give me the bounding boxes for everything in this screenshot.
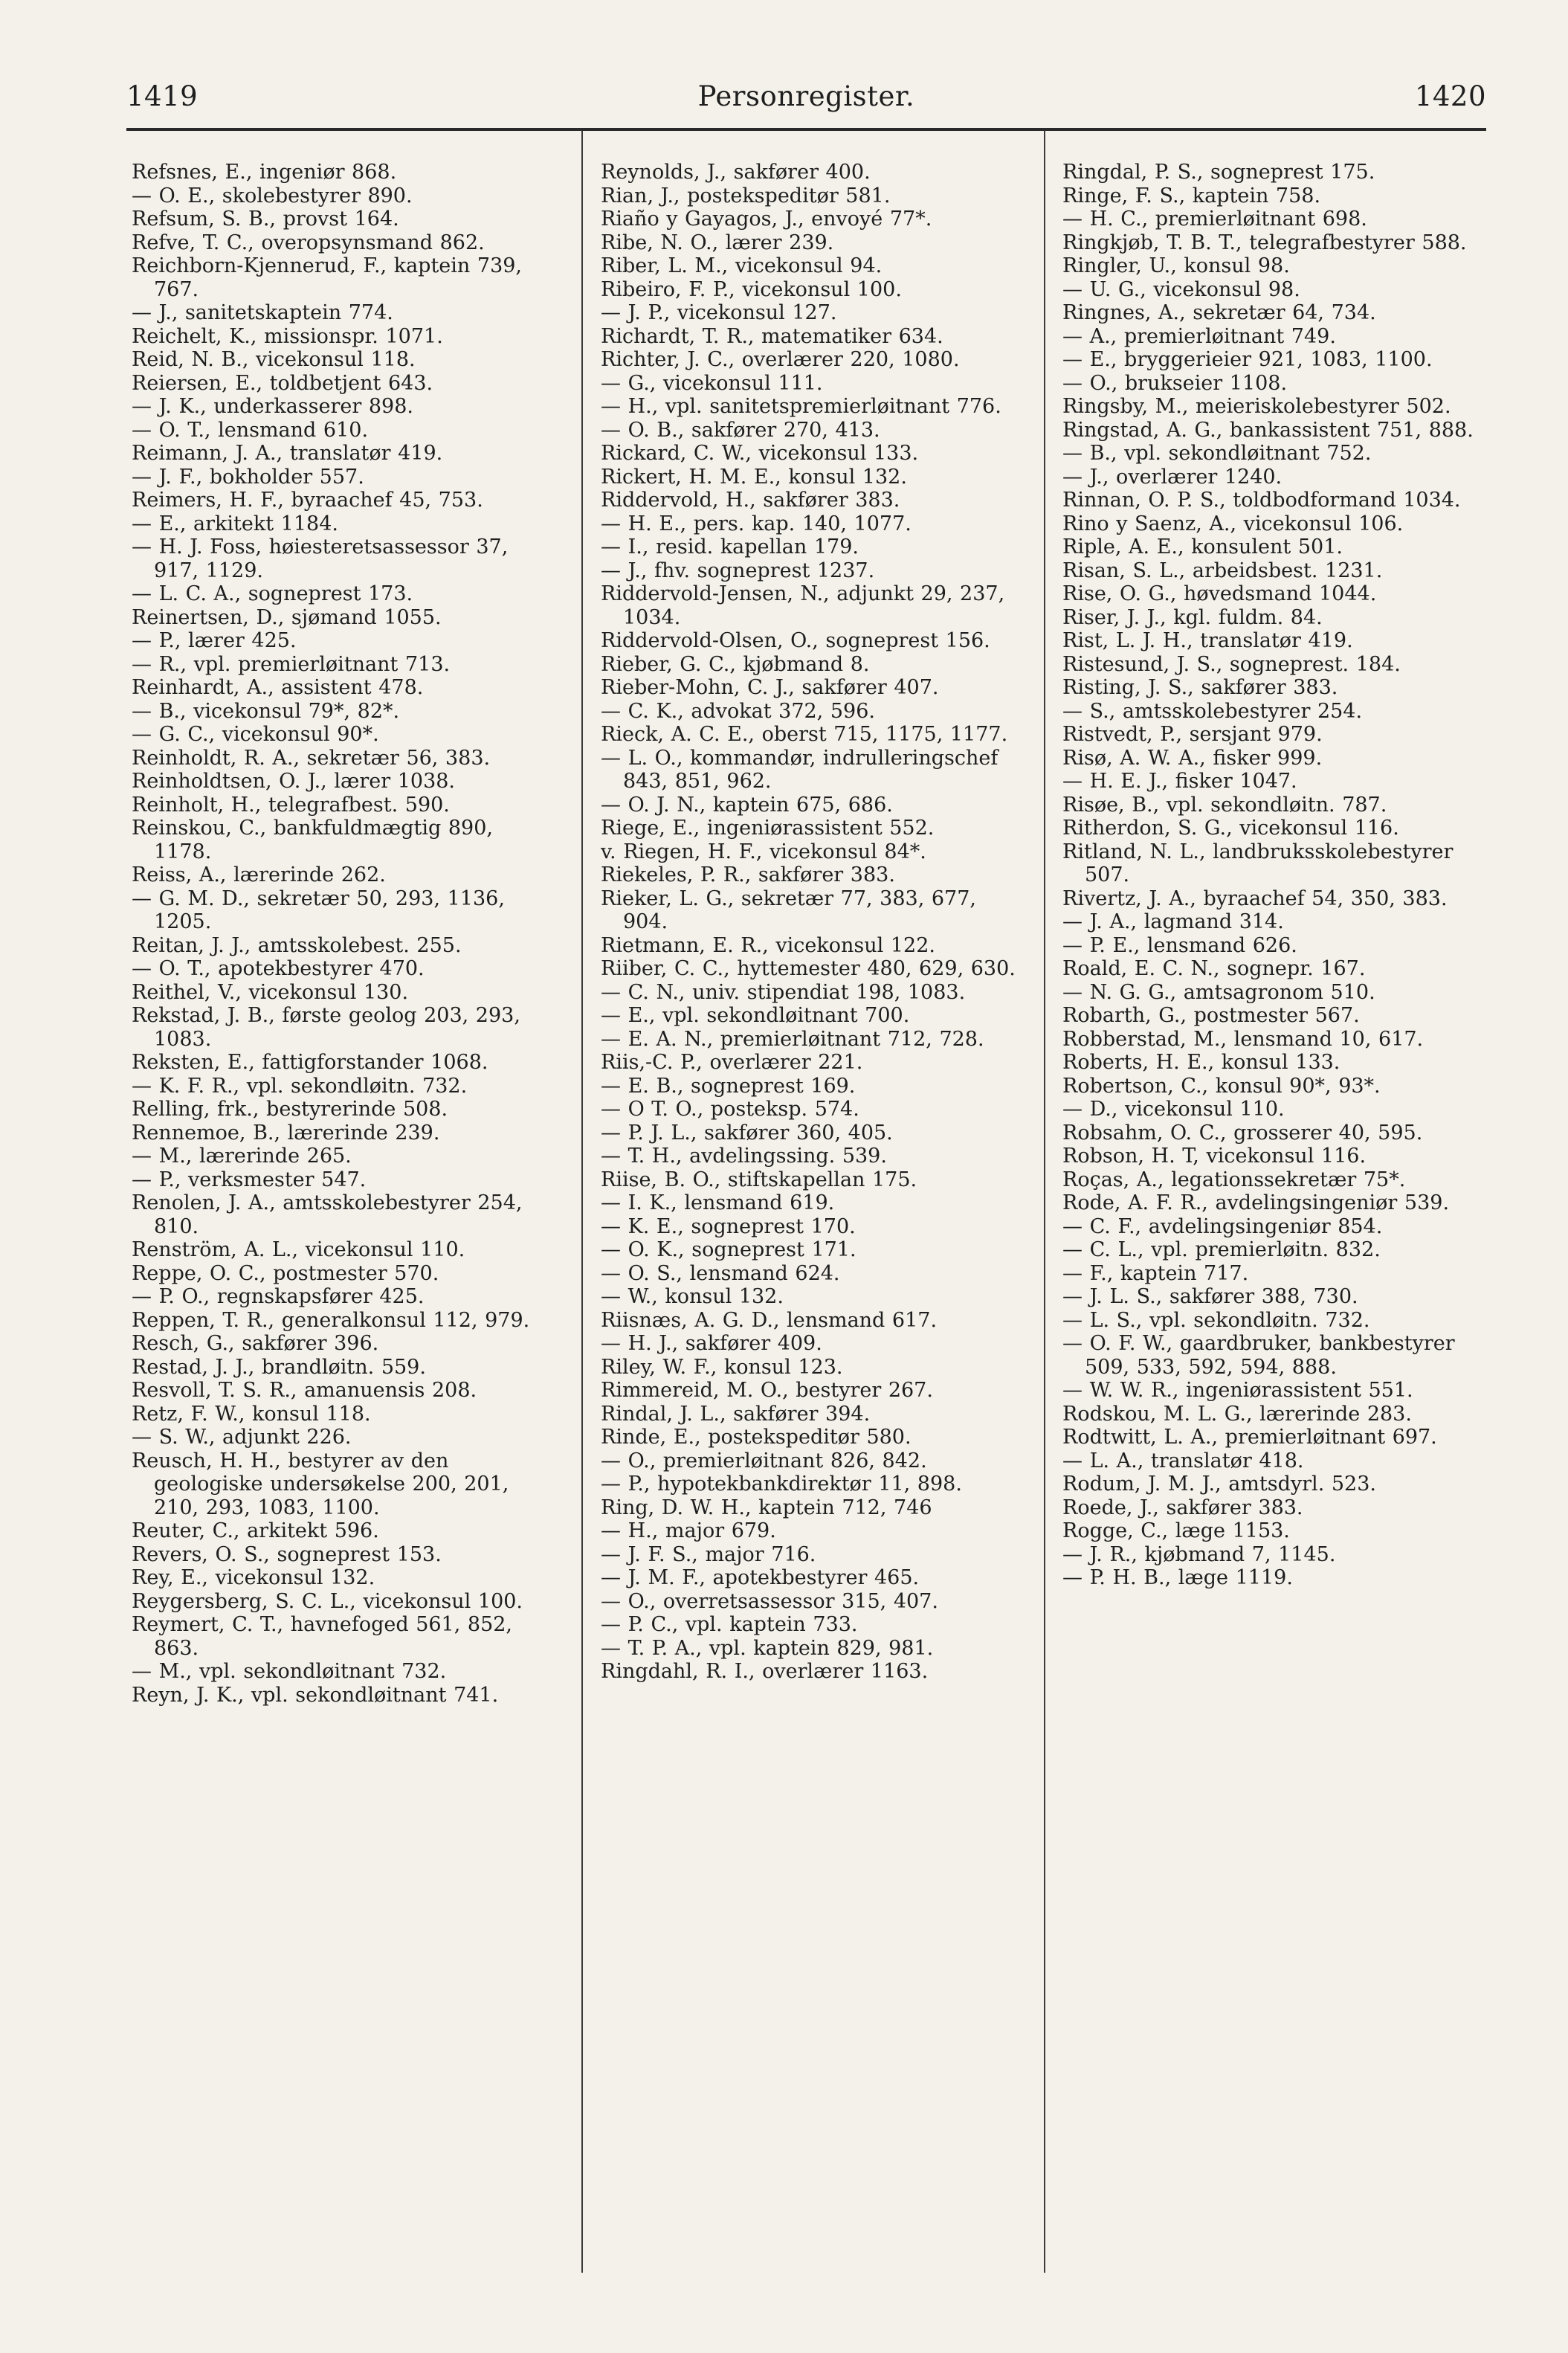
register-entry: Reichborn-Kjennerud, F., kaptein 739, 767. [132, 254, 523, 301]
page-header [126, 80, 1486, 125]
register-entry: Riddervold-Olsen, O., sogneprest 156. [601, 629, 990, 652]
register-entry: Riis,-C. P., overlærer 221. [601, 1051, 863, 1074]
register-entry: — U. G., vicekonsul 98. [1062, 277, 1300, 301]
register-entry: Rieker, L. G., sekretær 77, 383, 677, 904. [601, 886, 976, 933]
register-entry: — O T. O., posteksp. 574. [601, 1098, 859, 1121]
register-entry: — B., vpl. sekondløitnant 752. [1062, 442, 1372, 465]
register-entry: Ringler, U., konsul 98. [1062, 254, 1290, 277]
register-entry: Rodum, J. M. J., amtsdyrl. 523. [1062, 1472, 1376, 1496]
register-entry: Retz, F. W., konsul 118. [132, 1402, 371, 1426]
register-entry: — P. O., regnskapsfører 425. [132, 1285, 425, 1308]
register-entry: — O. K., sogneprest 171. [601, 1238, 856, 1261]
register-entry: — H. J., sakfører 409. [601, 1332, 822, 1355]
register-entry: Reinhardt, A., assistent 478. [132, 676, 424, 699]
register-entry: Robertson, C., konsul 90*, 93*. [1062, 1074, 1381, 1098]
register-entry: Riise, B. O., stiftskapellan 175. [601, 1168, 917, 1191]
register-entry: — J. F. S., major 716. [601, 1542, 816, 1566]
register-entry: Robsahm, O. C., grosserer 40, 595. [1062, 1121, 1423, 1145]
register-entry: — G. M. D., sekretær 50, 293, 1136, 1205. [132, 886, 505, 933]
register-entry: Ritland, N. L., landbruksskolebestyrer 507. [1062, 840, 1454, 886]
register-entry: Resch, G., sakfører 396. [132, 1332, 379, 1355]
register-entry: Reymert, C. T., havnefoged 561, 852, 863. [132, 1613, 513, 1660]
register-entry: Rey, E., vicekonsul 132. [132, 1566, 375, 1589]
register-entry: — C. N., univ. stipendiat 198, 1083. [601, 980, 966, 1004]
register-entry: Ringdal, P. S., sogneprest 175. [1062, 161, 1375, 184]
register-entry: Ringkjøb, T. B. T., telegrafbestyrer 588. [1062, 231, 1467, 254]
register-entry: Riber, L. M., vicekonsul 94. [601, 254, 883, 277]
register-entry: — L. O., kommandør, indrulleringschef 843, 851, 962. [601, 746, 998, 793]
register-entry: — J., overlærer 1240. [1062, 465, 1283, 489]
register-entry: — J. L. S., sakfører 388, 730. [1062, 1285, 1358, 1308]
register-entry: — C. K., advokat 372, 596. [601, 699, 875, 723]
register-entry: — O., brukseier 1108. [1062, 371, 1288, 395]
register-entry: Reithel, V., vicekonsul 130. [132, 980, 409, 1004]
register-entry: Reynolds, J., sakfører 400. [601, 161, 871, 184]
register-entry: Risan, S. L., arbeidsbest. 1231. [1062, 559, 1383, 582]
register-entry: — E., bryggerieier 921, 1083, 1100. [1062, 348, 1433, 371]
register-entry: Robberstad, M., lensmand 10, 617. [1062, 1027, 1424, 1051]
register-entry: Reitan, J. J., amtsskolebest. 255. [132, 933, 462, 957]
register-entry: — C. L., vpl. premierløitn. 832. [1062, 1238, 1381, 1261]
register-entry: Resvoll, T. S. R., amanuensis 208. [132, 1379, 477, 1402]
register-entry: Riple, A. E., konsulent 501. [1062, 535, 1343, 559]
register-entry: Reksten, E., fattigforstander 1068. [132, 1051, 488, 1074]
register-entry: Relling, frk., bestyrerinde 508. [132, 1098, 448, 1121]
column-divider-2 [1044, 131, 1045, 2273]
register-entry: Reinertsen, D., sjømand 1055. [132, 605, 442, 629]
register-entry: Rietmann, E. R., vicekonsul 122. [601, 933, 935, 957]
register-entry: Ribeiro, F. P., vicekonsul 100. [601, 277, 902, 301]
register-entry: — G., vicekonsul 111. [601, 371, 823, 395]
register-column-3 [1062, 161, 1479, 1590]
register-entry: Renolen, J. A., amtsskolebestyrer 254, 810. [132, 1191, 523, 1238]
register-entry: — O. J. N., kaptein 675, 686. [601, 793, 893, 817]
register-entry: Rieber-Mohn, C. J., sakfører 407. [601, 676, 939, 699]
register-entry: Reppe, O. C., postmester 570. [132, 1261, 439, 1285]
register-entry: Restad, J. J., brandløitn. 559. [132, 1355, 426, 1379]
register-entry: — O., premierløitnant 826, 842. [601, 1449, 927, 1472]
register-entry: Rinde, E., postekspeditør 580. [601, 1426, 912, 1449]
register-entry: — J. P., vicekonsul 127. [601, 301, 837, 324]
register-entry: — H. E., pers. kap. 140, 1077. [601, 512, 912, 535]
register-entry: Roberts, H. E., konsul 133. [1062, 1051, 1340, 1074]
register-entry: Ringstad, A. G., bankassistent 751, 888. [1062, 418, 1474, 442]
register-entry: Reimers, H. F., byraachef 45, 753. [132, 489, 483, 512]
header-rule [126, 128, 1486, 131]
register-entry: Riddervold-Jensen, N., adjunkt 29, 237, 1034. [601, 582, 1005, 629]
register-entry: — J. F., bokholder 557. [132, 465, 364, 489]
register-entry: Rimmereid, M. O., bestyrer 267. [601, 1379, 933, 1402]
register-entry: Reinholdt, R. A., sekretær 56, 383. [132, 746, 491, 770]
register-entry: Riiber, C. C., hyttemester 480, 629, 630. [601, 957, 1016, 980]
page-title: Personregister. [697, 80, 915, 112]
register-entry: — E. B., sogneprest 169. [601, 1074, 856, 1098]
register-entry: — E., vpl. sekondløitnant 700. [601, 1004, 910, 1027]
register-entry: — I. K., lensmand 619. [601, 1191, 835, 1214]
register-entry: — P. H. B., læge 1119. [1062, 1566, 1293, 1589]
register-entry: — P. E., lensmand 626. [1062, 933, 1297, 957]
register-column-1 [132, 161, 548, 1707]
register-entry: Rieck, A. C. E., oberst 715, 1175, 1177. [601, 723, 1008, 746]
register-entry: Riisnæs, A. G. D., lensmand 617. [601, 1308, 938, 1332]
register-entry: Rickard, C. W., vicekonsul 133. [601, 442, 919, 465]
register-entry: Reichelt, K., missionspr. 1071. [132, 324, 443, 348]
register-entry: Ribe, N. O., lærer 239. [601, 231, 834, 254]
register-entry: — O. F. W., gaardbruker, bankbestyrer 509, 533, 592, 594, 888. [1062, 1332, 1455, 1379]
register-entry: Roald, E. C. N., sognepr. 167. [1062, 957, 1366, 980]
register-entry: Rian, J., postekspeditør 581. [601, 184, 891, 207]
register-entry: Rode, A. F. R., avdelingsingeniør 539. [1062, 1191, 1450, 1214]
register-entry: — M., lærerinde 265. [132, 1145, 352, 1168]
register-entry: — K. E., sogneprest 170. [601, 1214, 856, 1238]
register-entry: Riser, J. J., kgl. fuldm. 84. [1062, 605, 1323, 629]
register-entry: — N. G. G., amtsagronom 510. [1062, 980, 1375, 1004]
register-entry: — O. T., apotekbestyrer 470. [132, 957, 425, 980]
register-entry: — G. C., vicekonsul 90*. [132, 723, 379, 746]
register-entry: Reiersen, E., toldbetjent 643. [132, 371, 433, 395]
register-entry: Rinnan, O. P. S., toldbodformand 1034. [1062, 489, 1461, 512]
register-entry: — J., fhv. sogneprest 1237. [601, 559, 875, 582]
register-entry: Reimann, J. A., translatør 419. [132, 442, 443, 465]
register-entry: Risøe, B., vpl. sekondløitn. 787. [1062, 793, 1387, 817]
register-entry: — A., premierløitnant 749. [1062, 324, 1336, 348]
register-entry: — O. T., lensmand 610. [132, 418, 369, 442]
register-entry: — S. W., adjunkt 226. [132, 1426, 352, 1449]
register-entry: Revers, O. S., sogneprest 153. [132, 1542, 442, 1566]
register-entry: — H., vpl. sanitetspremierløitnant 776. [601, 395, 1001, 418]
register-entry: Rino y Saenz, A., vicekonsul 106. [1062, 512, 1404, 535]
register-entry: — J. A., lagmand 314. [1062, 910, 1284, 933]
register-entry: — H., major 679. [601, 1519, 776, 1542]
register-entry: — T. P. A., vpl. kaptein 829, 981. [601, 1636, 934, 1660]
register-entry: — M., vpl. sekondløitnant 732. [132, 1660, 447, 1683]
register-entry: — F., kaptein 717. [1062, 1261, 1249, 1285]
register-entry: Ringsby, M., meieriskolebestyrer 502. [1062, 395, 1451, 418]
register-entry: Ristvedt, P., sersjant 979. [1062, 723, 1323, 746]
register-entry: Rodtwitt, L. A., premierløitnant 697. [1062, 1426, 1437, 1449]
register-entry: — J. K., underkasserer 898. [132, 395, 413, 418]
register-entry: Reusch, H. H., bestyrer av den geologiske undersøkelse 200, 201, 210, 293, 1083, 1100. [132, 1449, 509, 1519]
register-entry: — L. A., translatør 418. [1062, 1449, 1304, 1472]
register-entry: Rodskou, M. L. G., lærerinde 283. [1062, 1402, 1412, 1426]
register-entry: — T. H., avdelingssing. 539. [601, 1145, 887, 1168]
register-entry: Risting, J. S., sakfører 383. [1062, 676, 1338, 699]
register-entry: Rennemoe, B., lærerinde 239. [132, 1121, 440, 1145]
register-entry: — P. J. L., sakfører 360, 405. [601, 1121, 893, 1145]
register-entry: Riege, E., ingeniørassistent 552. [601, 817, 935, 840]
register-entry: — J. M. F., apotekbestyrer 465. [601, 1566, 920, 1589]
register-entry: — K. F. R., vpl. sekondløitn. 732. [132, 1074, 468, 1098]
register-entry: Rise, O. G., høvedsmand 1044. [1062, 582, 1377, 605]
register-entry: — L. S., vpl. sekondløitn. 732. [1062, 1308, 1370, 1332]
register-entry: Rivertz, J. A., byraachef 54, 350, 383. [1062, 886, 1448, 910]
register-entry: Riaño y Gayagos, J., envoyé 77*. [601, 207, 932, 231]
register-entry: Reygersberg, S. C. L., vicekonsul 100. [132, 1589, 523, 1613]
register-entry: — O. S., lensmand 624. [601, 1261, 840, 1285]
register-entry: Rieber, G. C., kjøbmand 8. [601, 652, 870, 676]
register-entry: — W. W. R., ingeniørassistent 551. [1062, 1379, 1413, 1402]
register-entry: — O. B., sakfører 270, 413. [601, 418, 880, 442]
register-entry: Riddervold, H., sakfører 383. [601, 489, 900, 512]
register-entry: — P., lærer 425. [132, 629, 297, 652]
register-entry: — H. E. J., fisker 1047. [1062, 770, 1297, 793]
register-entry: Ring, D. W. H., kaptein 712, 746 [601, 1496, 932, 1519]
register-entry: v. Riegen, H. F., vicekonsul 84*. [601, 840, 926, 863]
register-column-2 [601, 161, 1017, 1684]
register-entry: — O. E., skolebestyrer 890. [132, 184, 413, 207]
register-entry: — C. F., avdelingsingeniør 854. [1062, 1214, 1383, 1238]
register-entry: — J. R., kjøbmand 7, 1145. [1062, 1542, 1336, 1566]
register-entry: Refsnes, E., ingeniør 868. [132, 161, 397, 184]
register-entry: Rickert, H. M. E., konsul 132. [601, 465, 907, 489]
register-entry: Reppen, T. R., generalkonsul 112, 979. [132, 1308, 530, 1332]
register-entry: Refsum, S. B., provst 164. [132, 207, 399, 231]
register-entry: Rekstad, J. B., første geolog 203, 293, 1083. [132, 1004, 520, 1051]
register-entry: Richter, J. C., overlærer 220, 1080. [601, 348, 960, 371]
register-entry: Reid, N. B., vicekonsul 118. [132, 348, 416, 371]
register-entry: Rist, L. J. H., translatør 419. [1062, 629, 1353, 652]
register-entry: Reuter, C., arkitekt 596. [132, 1519, 379, 1542]
register-entry: Riley, W. F., konsul 123. [601, 1355, 843, 1379]
right-page-number: 1420 [1414, 80, 1486, 112]
register-entry: Renström, A. L., vicekonsul 110. [132, 1238, 465, 1261]
register-entry: Roças, A., legationssekretær 75*. [1062, 1168, 1406, 1191]
register-entry: Ringe, F. S., kaptein 758. [1062, 184, 1321, 207]
register-entry: — I., resid. kapellan 179. [601, 535, 859, 559]
register-entry: Rindal, J. L., sakfører 394. [601, 1402, 871, 1426]
register-entry: — R., vpl. premierløitnant 713. [132, 652, 451, 676]
register-entry: Ringdahl, R. I., overlærer 1163. [601, 1660, 929, 1683]
register-entry: Reiss, A., lærerinde 262. [132, 863, 386, 886]
register-entry: Robarth, G., postmester 567. [1062, 1004, 1360, 1027]
register-entry: — S., amtsskolebestyrer 254. [1062, 699, 1363, 723]
register-entry: — H. C., premierløitnant 698. [1062, 207, 1367, 231]
column-divider-1 [581, 131, 583, 2273]
register-entry: — E. A. N., premierløitnant 712, 728. [601, 1027, 984, 1051]
register-entry: Roede, J., sakfører 383. [1062, 1496, 1303, 1519]
register-entry: Ritherdon, S. G., vicekonsul 116. [1062, 817, 1399, 840]
register-entry: Refve, T. C., overopsynsmand 862. [132, 231, 485, 254]
register-entry: Riekeles, P. R., sakfører 383. [601, 863, 895, 886]
register-entry: — P. C., vpl. kaptein 733. [601, 1613, 858, 1636]
register-entry: Reinholt, H., telegrafbest. 590. [132, 793, 450, 817]
register-entry: Reinskou, C., bankfuldmægtig 890, 1178. [132, 817, 493, 863]
register-entry: Robson, H. T, vicekonsul 116. [1062, 1145, 1367, 1168]
register-entry: Rogge, C., læge 1153. [1062, 1519, 1290, 1542]
register-entry: — L. C. A., sogneprest 173. [132, 582, 413, 605]
register-entry: — P., hypotekbankdirektør 11, 898. [601, 1472, 962, 1496]
register-entry: — J., sanitetskaptein 774. [132, 301, 393, 324]
register-entry: — E., arkitekt 1184. [132, 512, 338, 535]
register-entry: — H. J. Foss, høiesteretsassessor 37, 917, 1129. [132, 535, 509, 582]
register-entry: — D., vicekonsul 110. [1062, 1098, 1285, 1121]
left-page-number: 1419 [126, 80, 199, 112]
register-entry: — P., verksmester 547. [132, 1168, 367, 1191]
register-entry: Richardt, T. R., matematiker 634. [601, 324, 943, 348]
register-entry: Ringnes, A., sekretær 64, 734. [1062, 301, 1376, 324]
register-entry: Reinholdtsen, O. J., lærer 1038. [132, 770, 456, 793]
register-entry: Ristesund, J. S., sogneprest. 184. [1062, 652, 1401, 676]
register-entry: Risø, A. W. A., fisker 999. [1062, 746, 1323, 770]
register-entry: — B., vicekonsul 79*, 82*. [132, 699, 400, 723]
register-entry: — W., konsul 132. [601, 1285, 784, 1308]
register-entry: — O., overretsassessor 315, 407. [601, 1589, 938, 1613]
register-entry: Reyn, J. K., vpl. sekondløitnant 741. [132, 1683, 499, 1707]
